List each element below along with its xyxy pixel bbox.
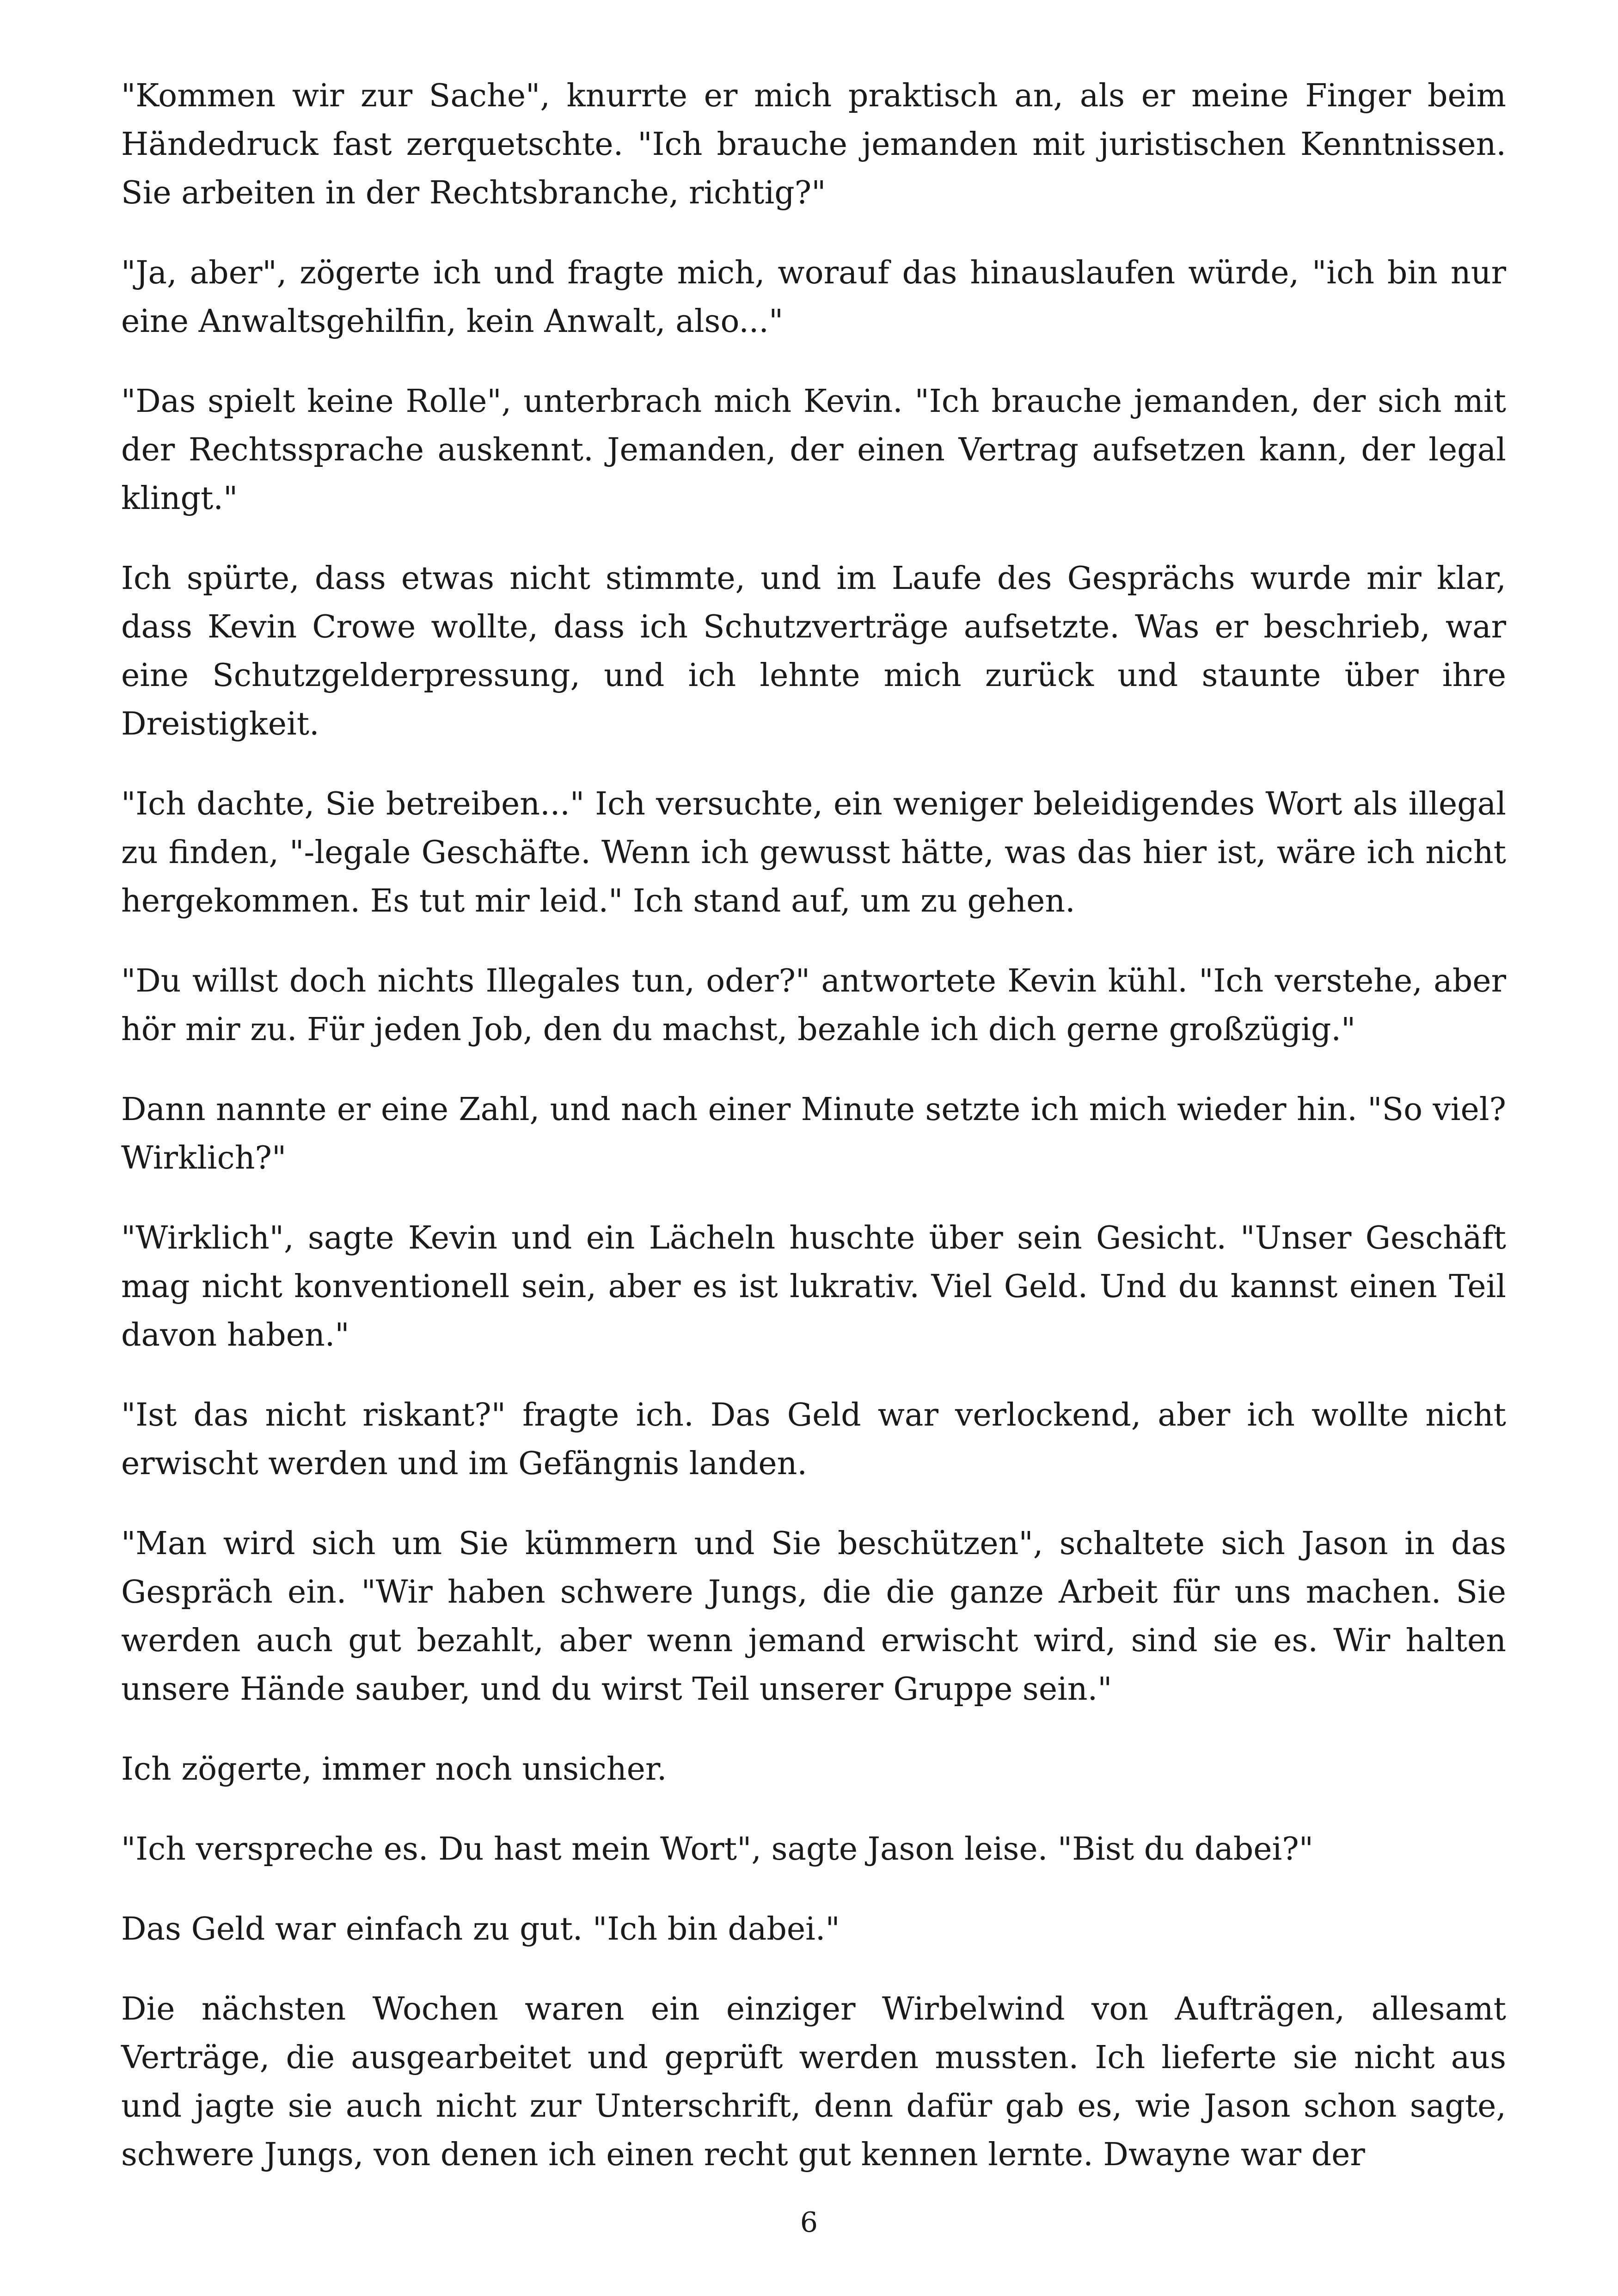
paragraph: "Du willst doch nichts Illegales tun, oder?" antwortete Kevin kühl. "Ich verstehe, aber hör mir zu. Für jeden Job, den du machst, bezahle ich dich gerne großzügig.": [121, 963, 1506, 1048]
paragraph: "Ja, aber", zögerte ich und fragte mich, worauf das hinauslaufen würde, "ich bin nur eine Anwaltsgehilfin, kein Anwalt, also...": [121, 255, 1506, 340]
paragraph: "Ich verspreche es. Du hast mein Wort", sagte Jason leise. "Bist du dabei?": [121, 1831, 1314, 1867]
paragraph: Ich zögerte, immer noch unsicher.: [121, 1751, 667, 1788]
paragraph: "Kommen wir zur Sache", knurrte er mich praktisch an, als er meine Finger beim Händedruck fast zerquetschte. "Ich brauche jemanden mit juristischen Kenntnissen. Sie arbeiten in der Rechtsbranche, richtig?": [121, 78, 1506, 211]
page-body: [121, 72, 1506, 2179]
paragraph: Die nächsten Wochen waren ein einziger Wirbelwind von Aufträgen, allesamt Verträge, die ausgearbeitet und geprüft werden mussten. Ich lieferte sie nicht aus und jagte sie auch nicht zur Unterschrift, denn dafür gab es, wie Jason schon sagte, schwere Jungs, von denen ich einen recht gut kennen lernte. Dwayne war der: [121, 1991, 1506, 2173]
paragraph: "Man wird sich um Sie kümmern und Sie beschützen", schaltete sich Jason in das Gespräch ein. "Wir haben schwere Jungs, die die ganze Arbeit für uns machen. Sie werden auch gut bezahlt, aber wenn jemand erwischt wird, sind sie es. Wir halten unsere Hände sauber, und du wirst Teil unserer Gruppe sein.": [121, 1525, 1506, 1708]
paragraph: Ich spürte, dass etwas nicht stimmte, und im Laufe des Gesprächs wurde mir klar, dass Kevin Crowe wollte, dass ich Schutzverträge aufsetzte. Was er beschrieb, war eine Schutzgelderpressung, und ich lehnte mich zurück und staunte über ihre Dreistigkeit.: [121, 560, 1506, 742]
paragraph: "Wirklich", sagte Kevin und ein Lächeln huschte über sein Gesicht. "Unser Geschäft mag nicht konventionell sein, aber es ist lukrativ. Viel Geld. Und du kannst einen Teil davon haben.": [121, 1220, 1506, 1353]
paragraph: "Ich dachte, Sie betreiben..." Ich versuchte, ein weniger beleidigendes Wort als illegal zu finden, "-legale Geschäfte. Wenn ich gewusst hätte, was das hier ist, wäre ich nicht hergekommen. Es tut mir leid." Ich stand auf, um zu gehen.: [121, 786, 1506, 919]
paragraph: "Ist das nicht riskant?" fragte ich. Das Geld war verlockend, aber ich wollte nicht erwischt werden und im Gefängnis landen.: [121, 1397, 1506, 1482]
paragraph: Dann nannte er eine Zahl, und nach einer Minute setzte ich mich wieder hin. "So viel? Wirklich?": [121, 1091, 1506, 1176]
paragraph: Das Geld war einfach zu gut. "Ich bin dabei.": [121, 1911, 840, 1947]
page-number: 6: [800, 2206, 818, 2239]
paragraph: "Das spielt keine Rolle", unterbrach mich Kevin. "Ich brauche jemanden, der sich mit der Rechtssprache auskennt. Jemanden, der einen Vertrag aufsetzen kann, der legal klingt.": [121, 383, 1506, 517]
